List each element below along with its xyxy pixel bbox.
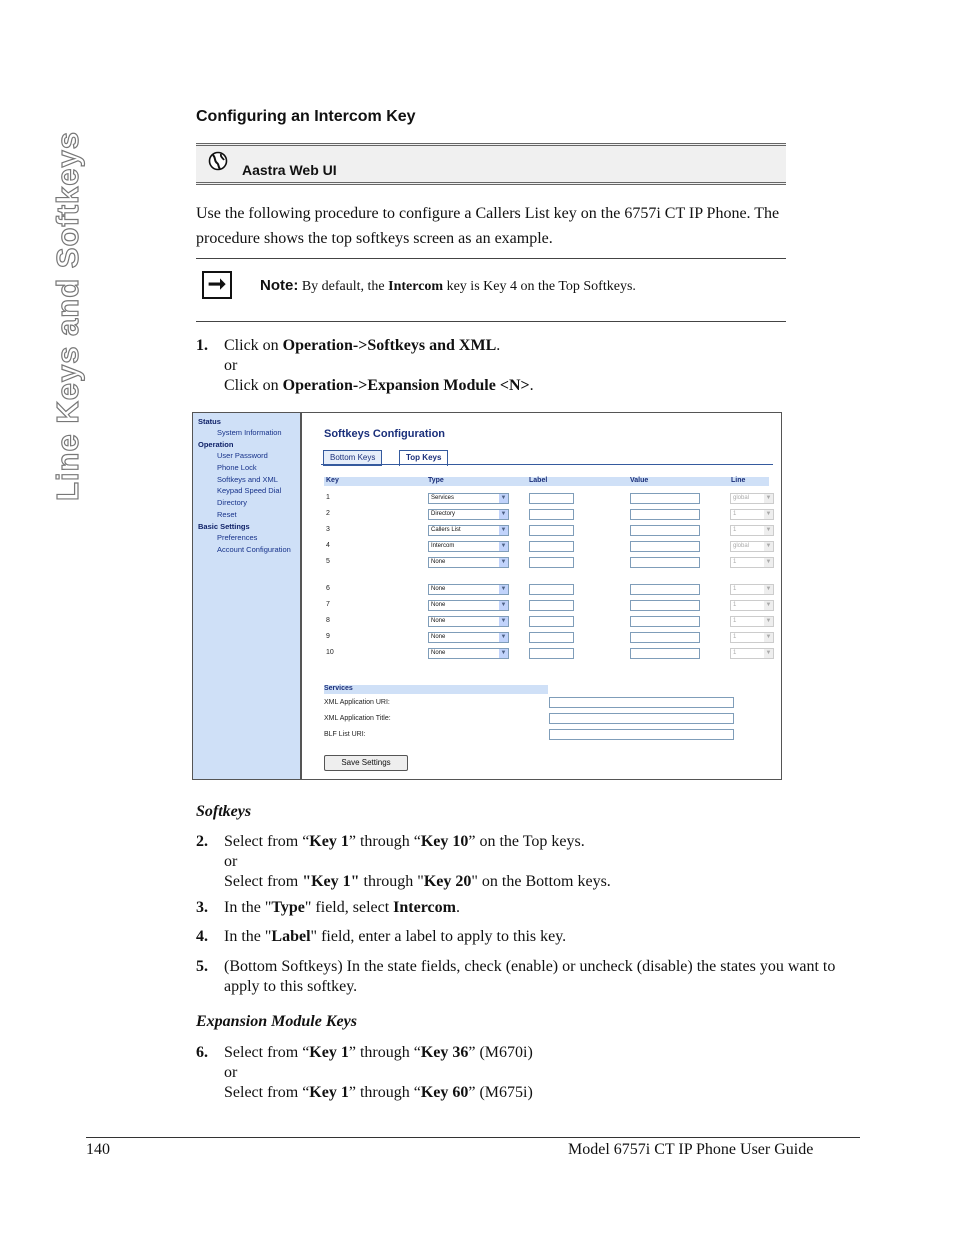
label-input[interactable] (529, 509, 574, 520)
line-value: 1 (733, 634, 737, 640)
chevron-down-icon: ▼ (500, 634, 507, 640)
line-select[interactable] (730, 557, 774, 568)
t: . (496, 337, 501, 354)
table-header (324, 477, 769, 486)
col-type: Type (428, 477, 444, 484)
table-row (324, 541, 772, 553)
chevron-down-icon: ▼ (500, 495, 507, 501)
type-value: Intercom (431, 543, 455, 549)
nav-directory[interactable]: Directory (217, 498, 248, 507)
t: Select from (224, 873, 303, 890)
value-input[interactable] (630, 632, 700, 643)
step-body (224, 898, 854, 918)
t: Select from “ (224, 833, 310, 850)
key-number: 1 (326, 494, 330, 501)
chevron-down-icon: ▼ (765, 527, 772, 533)
expansion-subheading: Expansion Module Keys (196, 1013, 357, 1030)
type-value: None (431, 634, 446, 640)
note-label: Note: (260, 277, 299, 294)
line-select[interactable] (730, 584, 774, 595)
line-value: 1 (733, 650, 737, 656)
key-number: 4 (326, 542, 330, 549)
value-input[interactable] (630, 525, 700, 536)
xml-title-label: XML Application Title: (324, 715, 391, 722)
value-input[interactable] (630, 509, 700, 520)
type-value: None (431, 650, 446, 656)
label-input[interactable] (529, 584, 574, 595)
type-value: None (431, 602, 446, 608)
label-input[interactable] (529, 557, 574, 568)
type-select[interactable] (428, 509, 509, 520)
line-value: 1 (733, 527, 737, 533)
value-input[interactable] (630, 493, 700, 504)
config-title: Softkeys Configuration (324, 428, 446, 440)
nav-reset[interactable]: Reset (217, 510, 237, 519)
t: ” (M670i) (468, 1044, 533, 1061)
line-value: global (733, 543, 750, 549)
step-body (224, 927, 854, 947)
step-number: 6. (196, 1044, 208, 1061)
col-value: Value (630, 477, 649, 484)
line-value: 1 (733, 559, 737, 565)
t: " field, select (304, 899, 394, 916)
b: Intercom (393, 899, 456, 916)
step-line (224, 832, 854, 852)
line-select[interactable] (730, 509, 774, 520)
step-line (224, 1043, 854, 1063)
note-bold: Intercom (388, 279, 444, 294)
line-select[interactable] (730, 541, 774, 552)
key-number: 7 (326, 601, 330, 608)
xml-uri-label: XML Application URI: (324, 699, 390, 706)
type-value: None (431, 586, 446, 592)
key-number: 10 (326, 649, 334, 656)
step-body (224, 1043, 854, 1103)
step-body: (Bottom Softkeys) In the state fields, check (enable) or uncheck (disable) the states you want to apply to this softkey. (224, 958, 836, 995)
chevron-down-icon: ▼ (765, 618, 772, 624)
chevron-down-icon: ▼ (500, 602, 507, 608)
line-value: 1 (733, 602, 737, 608)
section-heading: Configuring an Intercom Key (196, 108, 416, 125)
label-input[interactable] (529, 648, 574, 659)
type-value: Services (431, 495, 455, 501)
nav-preferences[interactable]: Preferences (217, 533, 258, 542)
menu-path: Operation->Expansion Module <N> (282, 377, 530, 394)
key-number: 5 (326, 558, 330, 565)
footer-rule (86, 1137, 860, 1138)
type-select[interactable] (428, 493, 509, 504)
table-row (324, 632, 772, 644)
t: ” through “ (348, 1044, 421, 1061)
b: Label (271, 928, 311, 945)
table-row (324, 557, 772, 569)
type-select[interactable] (428, 541, 509, 552)
guide-title: Model 6757i CT IP Phone User Guide (568, 1141, 814, 1158)
col-key: Key (326, 477, 339, 484)
t: through " (359, 873, 424, 890)
t: In the " (224, 899, 272, 916)
t: ” (M675i) (468, 1084, 533, 1101)
label-input[interactable] (529, 632, 574, 643)
nav-basic-settings[interactable]: Basic Settings (198, 522, 250, 531)
step-line (224, 1083, 854, 1103)
table-row (324, 525, 772, 537)
type-select[interactable] (428, 632, 509, 643)
value-input[interactable] (630, 584, 700, 595)
t: Click on (224, 377, 283, 394)
step-line (224, 336, 854, 356)
table-row (324, 584, 772, 596)
nav-sidebar (193, 413, 302, 779)
b: Key 1 (309, 833, 349, 850)
chevron-down-icon: ▼ (500, 511, 507, 517)
chevron-down-icon: ▼ (765, 559, 772, 565)
table-row (324, 493, 772, 505)
label-input[interactable] (529, 525, 574, 536)
note-pre: By default, the (298, 279, 389, 294)
step-number: 2. (196, 833, 208, 850)
value-input[interactable] (630, 557, 700, 568)
nav-account-configuration[interactable]: Account Configuration (217, 545, 291, 554)
type-value: None (431, 559, 446, 565)
b: "Key 1" (302, 873, 360, 890)
key-number: 8 (326, 617, 330, 624)
table-row (324, 616, 772, 628)
nav-operation[interactable]: Operation (198, 440, 234, 449)
b: Type (271, 899, 305, 916)
note-text (260, 277, 636, 295)
key-number: 9 (326, 633, 330, 640)
side-section-title (8, 110, 128, 522)
t: Select from “ (224, 1084, 310, 1101)
t: In the " (224, 928, 272, 945)
t: ” through “ (348, 833, 421, 850)
type-select[interactable] (428, 648, 509, 659)
line-value: 1 (733, 586, 737, 592)
xml-title-input[interactable] (549, 713, 734, 724)
step-number: 1. (196, 337, 208, 354)
value-input[interactable] (630, 600, 700, 611)
t: Select from “ (224, 1044, 310, 1061)
line-select[interactable] (730, 600, 774, 611)
nav-user-password[interactable]: User Password (217, 451, 268, 460)
label-input[interactable] (529, 616, 574, 627)
step-line (224, 376, 854, 396)
step-body (224, 336, 854, 396)
globe-icon (208, 151, 228, 171)
nav-phone-lock[interactable]: Phone Lock (217, 463, 257, 472)
web-ui-label: Aastra Web UI (242, 162, 337, 178)
services-header: Services (324, 685, 548, 694)
config-panel (303, 413, 781, 779)
or-text: or (224, 357, 238, 374)
chevron-down-icon: ▼ (500, 543, 507, 549)
line-value: global (733, 495, 750, 501)
nav-keypad-speed-dial[interactable]: Keypad Speed Dial (217, 486, 282, 495)
side-title-text: Line Keys and Softkeys (50, 130, 85, 502)
step-line (224, 872, 854, 892)
t: Click on (224, 337, 283, 354)
key-number: 6 (326, 585, 330, 592)
col-label: Label (529, 477, 548, 484)
t: " on the Bottom keys. (471, 873, 611, 890)
value-input[interactable] (630, 616, 700, 627)
nav-softkeys-xml[interactable]: Softkeys and XML (217, 475, 278, 484)
chevron-down-icon: ▼ (765, 634, 772, 640)
softkeys-subheading: Softkeys (196, 803, 252, 820)
chevron-down-icon: ▼ (765, 586, 772, 592)
t: " field, enter a label to apply to this key. (310, 928, 567, 945)
key-number: 3 (326, 526, 330, 533)
or-text: or (224, 853, 238, 870)
type-select[interactable] (428, 600, 509, 611)
chevron-down-icon: ▼ (500, 586, 507, 592)
type-select[interactable] (428, 584, 509, 595)
chevron-down-icon: ▼ (765, 602, 772, 608)
b: Key 1 (309, 1084, 349, 1101)
label-input[interactable] (529, 541, 574, 552)
or-text: or (224, 1064, 238, 1081)
nav-system-information[interactable]: System Information (217, 428, 282, 437)
type-value: None (431, 618, 446, 624)
col-line: Line (731, 477, 746, 484)
type-value: Callers List (431, 527, 461, 533)
key-number: 2 (326, 510, 330, 517)
table-row (324, 509, 772, 521)
chevron-down-icon: ▼ (765, 543, 772, 549)
page-number: 140 (86, 1141, 110, 1158)
line-select[interactable] (730, 493, 774, 504)
t: ” through “ (348, 1084, 421, 1101)
arrow-right-icon: ➞ (202, 271, 232, 299)
b: Key 20 (423, 873, 472, 890)
line-select[interactable] (730, 632, 774, 643)
note-post: key is Key 4 on the Top Softkeys. (443, 279, 636, 294)
b: Key 10 (420, 833, 469, 850)
type-value: Directory (431, 511, 456, 517)
xml-uri-input[interactable] (549, 697, 734, 708)
step-number: 4. (196, 928, 208, 945)
chevron-down-icon: ▼ (500, 618, 507, 624)
chevron-down-icon: ▼ (765, 511, 772, 517)
t: ” on the Top keys. (468, 833, 585, 850)
type-select[interactable] (428, 557, 509, 568)
tab-divider (321, 464, 773, 465)
line-select[interactable] (730, 616, 774, 627)
chevron-down-icon: ▼ (500, 559, 507, 565)
b: Key 1 (309, 1044, 349, 1061)
t: . (529, 377, 534, 394)
type-select[interactable] (428, 616, 509, 627)
line-value: 1 (733, 618, 737, 624)
blf-uri-input[interactable] (549, 729, 734, 740)
line-select[interactable] (730, 525, 774, 536)
chevron-down-icon: ▼ (500, 650, 507, 656)
web-ui-screenshot (192, 412, 782, 780)
type-select[interactable] (428, 525, 509, 536)
step-number: 3. (196, 899, 208, 916)
label-input[interactable] (529, 600, 574, 611)
menu-path: Operation->Softkeys and XML (282, 337, 497, 354)
intro-paragraph: Use the following procedure to configure a Callers List key on the 6757i CT IP Phone. The procedure shows the top softkeys screen as an example. (196, 205, 780, 247)
web-ui-banner (196, 143, 786, 185)
value-input[interactable] (630, 648, 700, 659)
b: Key 36 (420, 1044, 469, 1061)
step-body (224, 832, 854, 892)
chevron-down-icon: ▼ (765, 650, 772, 656)
tab-bottom-keys[interactable]: Bottom Keys (323, 450, 382, 466)
t: . (455, 899, 460, 916)
table-row (324, 648, 772, 660)
table-row (324, 600, 772, 612)
line-value: 1 (733, 511, 737, 517)
chevron-down-icon: ▼ (765, 495, 772, 501)
nav-status[interactable]: Status (198, 417, 221, 426)
save-settings-button[interactable]: Save Settings (324, 755, 408, 771)
b: Key 60 (420, 1084, 469, 1101)
tab-top-keys[interactable]: Top Keys (399, 450, 448, 466)
label-input[interactable] (529, 493, 574, 504)
value-input[interactable] (630, 541, 700, 552)
note-box (196, 258, 786, 322)
chevron-down-icon: ▼ (500, 527, 507, 533)
step-number: 5. (196, 958, 208, 975)
line-select[interactable] (730, 648, 774, 659)
blf-uri-label: BLF List URI: (324, 731, 366, 738)
